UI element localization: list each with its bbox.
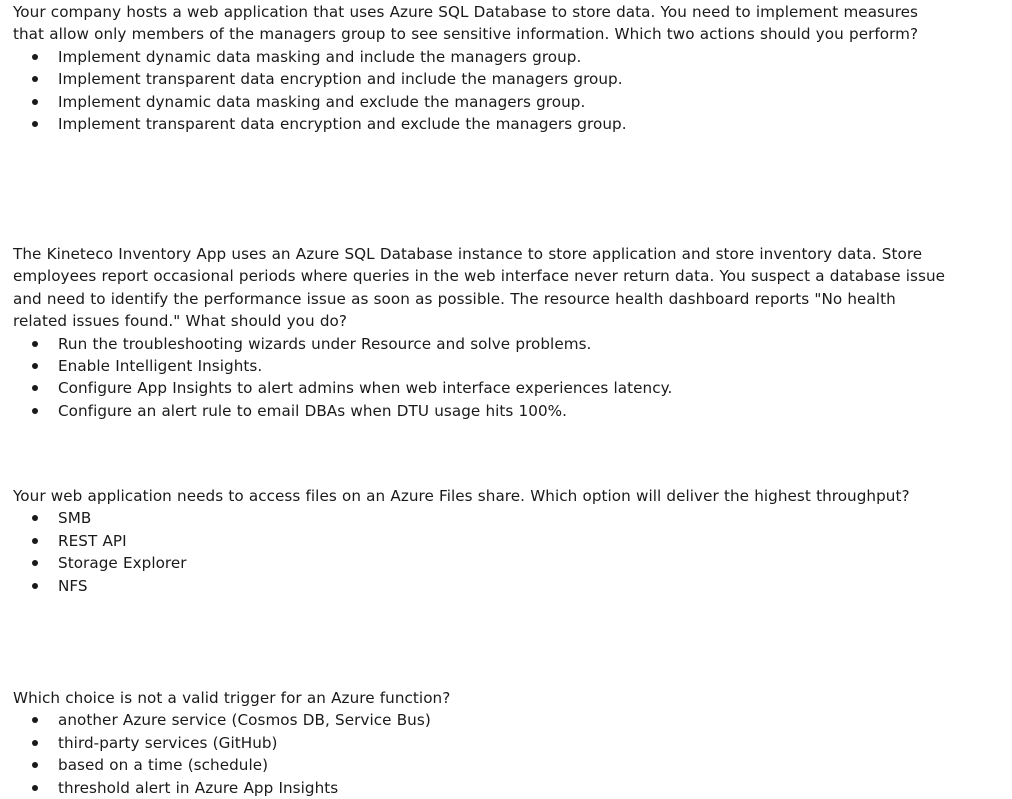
bullet-icon (32, 762, 38, 768)
bullet-icon (32, 538, 38, 544)
answer-option-label: threshold alert in Azure App Insights (58, 778, 339, 797)
answer-option (13, 552, 1003, 574)
answer-option-label: Implement transparent data encryption and exclude the managers group. (58, 115, 627, 134)
bullet-icon (32, 717, 38, 723)
answer-options (13, 709, 1003, 799)
question-text: The Kineteco Inventory App uses an Azure SQL Database instance to store application and store inventory data. Store employees report occasional periods where queries in the web interface never return data. You suspect a database issue and need to identify the performance issue as soon as possible. The resource health dashboard reports "No health related issues found." What should you do? (13, 245, 946, 331)
answer-options (13, 333, 1003, 423)
answer-option (13, 113, 1003, 135)
answer-options (13, 46, 1003, 136)
answer-option-label: Storage Explorer (58, 554, 187, 573)
answer-option-label: another Azure service (Cosmos DB, Service Bus) (58, 711, 431, 730)
question-text: Your company hosts a web application that uses Azure SQL Database to store data. You need to implement measures that allow only members of the managers group to see sensitive information. Which two actions should you perform? (13, 3, 919, 44)
answer-option-label: Enable Intelligent Insights. (58, 357, 263, 376)
answer-option (13, 400, 1003, 422)
bullet-icon (32, 341, 38, 347)
answer-option-label: SMB (58, 509, 92, 528)
answer-option (13, 732, 1003, 754)
answer-option-label: third-party services (GitHub) (58, 733, 278, 752)
answer-option-label: Run the troubleshooting wizards under Resource and solve problems. (58, 334, 592, 353)
answer-option (13, 530, 1003, 552)
question-3 (13, 485, 1003, 597)
answer-option (13, 575, 1003, 597)
bullet-icon (32, 515, 38, 521)
answer-option-label: Configure App Insights to alert admins when web interface experiences latency. (58, 379, 673, 398)
answer-options (13, 507, 1003, 597)
question-2 (13, 243, 1003, 422)
bullet-icon (32, 121, 38, 127)
answer-option (13, 754, 1003, 776)
answer-option (13, 333, 1003, 355)
answer-option-label: Configure an alert rule to email DBAs when DTU usage hits 100%. (58, 401, 568, 420)
answer-option-label: REST API (58, 531, 127, 550)
answer-option-label: Implement dynamic data masking and exclude the managers group. (58, 92, 586, 111)
question-1 (13, 1, 1003, 135)
answer-option-label: Implement transparent data encryption and include the managers group. (58, 70, 623, 89)
bullet-icon (32, 76, 38, 82)
bullet-icon (32, 740, 38, 746)
answer-option (13, 68, 1003, 90)
answer-option (13, 777, 1003, 799)
answer-option (13, 46, 1003, 68)
answer-option-label: NFS (58, 576, 88, 595)
bullet-icon (32, 583, 38, 589)
bullet-icon (32, 785, 38, 791)
answer-option (13, 355, 1003, 377)
bullet-icon (32, 408, 38, 414)
question-text: Which choice is not a valid trigger for an Azure function? (13, 689, 451, 707)
answer-option (13, 507, 1003, 529)
bullet-icon (32, 560, 38, 566)
answer-option (13, 91, 1003, 113)
bullet-icon (32, 385, 38, 391)
answer-option-label: Implement dynamic data masking and include the managers group. (58, 47, 582, 66)
bullet-icon (32, 54, 38, 60)
question-text: Your web application needs to access files on an Azure Files share. Which option will deliver the highest throughput? (13, 487, 910, 505)
answer-option (13, 377, 1003, 399)
question-4 (13, 687, 1003, 799)
bullet-icon (32, 99, 38, 105)
answer-option (13, 709, 1003, 731)
bullet-icon (32, 363, 38, 369)
answer-option-label: based on a time (schedule) (58, 756, 269, 775)
